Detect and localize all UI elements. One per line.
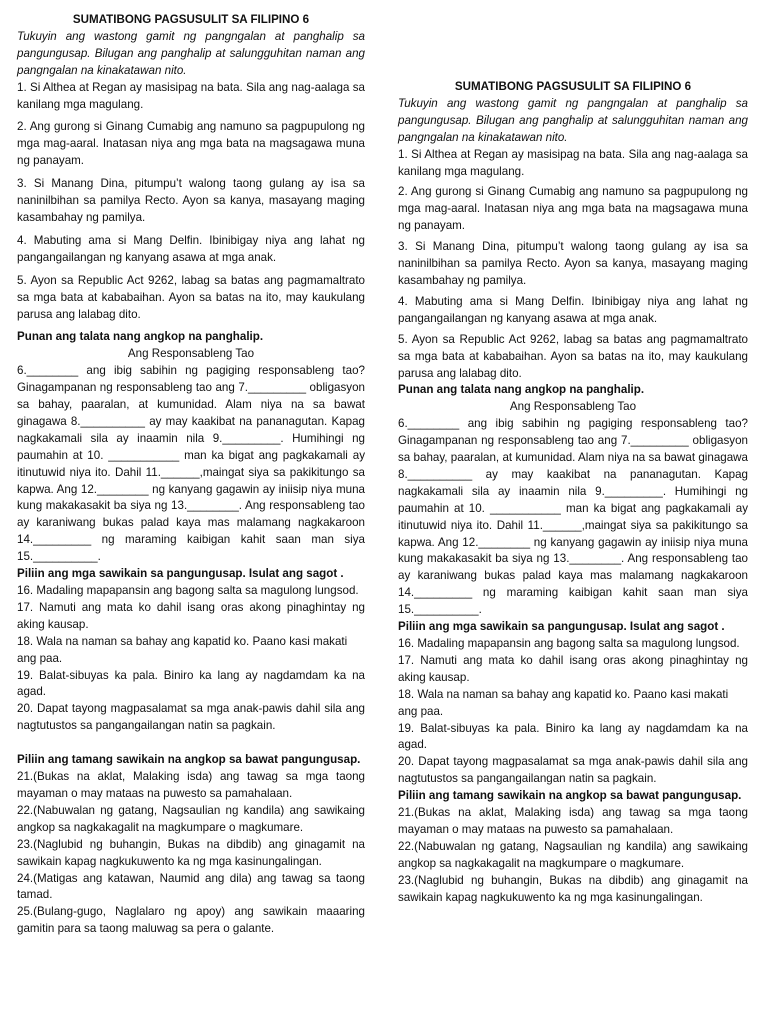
section-heading-fill-in: Punan ang talata nang angkop na panghalip. xyxy=(398,383,645,397)
question-20: 20. Dapat tayong magpasalamat sa mga anak-pawis dahil sila ang nagtutustos sa pangangailangan natin sa pagkain. xyxy=(398,755,748,786)
question-5: 5. Ayon sa Republic Act 9262, labag sa batas ang pagmamaltrato sa mga bata at kababaihan. Ayon sa batas na ito, may kaukulang parusa ang lalabag dito. xyxy=(17,273,365,321)
quiz-title: SUMATIBONG PAGSUSULIT SA FILIPINO 6 xyxy=(454,80,692,93)
spacer xyxy=(17,735,365,752)
question-23: 23.(Naglubid ng buhangin, Bukas na dibdib) ang ginagamit na sawikain kapag nagkukuwento ka ng mga kasinungalingan. xyxy=(398,873,748,904)
instructions: Tukuyin ang wastong gamit ng pangngalan at panghalip sa pangungusap. Bilugan ang panghalip at salungguhitan naman ang pangngalan na kinakatawan nito. xyxy=(17,29,365,77)
question-16: 16. Madaling mapapansin ang bagong salta sa magulong lungsod. xyxy=(398,637,740,650)
question-4: 4. Mabuting ama si Mang Delfin. Ibinibigay niya ang lahat ng pangangailangan ng kanyang asawa at mga anak. xyxy=(17,233,365,264)
question-1: 1. Si Althea at Regan ay masisipag na bata. Sila ang nag-aalaga sa kanilang mga magulang. xyxy=(398,147,748,178)
question-25: 25.(Bulang-gugo, Naglalaro ng apoy) ang sawikain maaaring gamitin para sa taong maluwag sa pera o galante. xyxy=(17,905,365,936)
section-heading-choose-idiom: Piliin ang tamang sawikain na angkop sa bawat pangungusap. xyxy=(398,789,742,803)
question-22: 22.(Nabuwalan ng gatang, Nagsaulian ng kandila) ang sawikaing angkop sa nagkakagalit na magkumpare o magkumare. xyxy=(17,803,365,834)
right-column xyxy=(398,79,748,907)
story-title: Ang Responsableng Tao xyxy=(127,347,255,361)
fill-in-paragraph: 6.________ ang ibig sabihin ng pagiging responsableng tao? Ginagampanan ng responsableng tao ang 7._________ obligasyon sa bahay, paaralan, at kumunidad. Alam niya na sa bawat ginagawa 8.__________ ay may kaakibat na pananagutan. Kapag nagkakamali sila ay inaamin nila 9._________. Humihingi ng paumahin at 10. ___________ man ka bigat ang pagkakamali ay itinutuwid niya ito. Dahil 11.______,maingat siya sa pakikitungo sa kapwa. Ang 12.________ ng kanyang gagawin ay iniisip niya muna kung makakasakit ba siya ng 13.________. Ang responsableng tao ay karaniwang bukas palad kaya mas malamang nagkakaroon 14._________ ng maraming kaibigan kahit saan man siya 15.__________. xyxy=(17,364,365,564)
question-21: 21.(Bukas na aklat, Malaking isda) ang tawag sa mga taong mayaman o may mataas na puwesto sa pamahalaan. xyxy=(17,770,365,800)
question-24: 24.(Matigas ang katawan, Naumid ang dila) ang tawag sa taong tamad. xyxy=(17,871,365,902)
question-23: 23.(Naglubid ng buhangin, Bukas na dibdib) ang ginagamit na sawikain kapag nagkukuwento ka ng mga kasinungalingan. xyxy=(17,837,365,868)
question-19: 19. Balat-sibuyas ka pala. Biniro ka lang ay nagdamdam ka na agad. xyxy=(17,668,365,699)
story-title: Ang Responsableng Tao xyxy=(509,400,637,414)
question-18: 18. Wala na naman sa bahay ang kapatid ko. Paano kasi makati xyxy=(17,634,348,648)
question-2: 2. Ang gurong si Ginang Cumabig ang namuno sa pagpupulong ng mga mag-aaral. Inatasan niya ang mga bata na magsagawa muna ng panayam. xyxy=(398,185,748,233)
question-18: 18. Wala na naman sa bahay ang kapatid ko. Paano kasi makati xyxy=(398,687,729,701)
question-22: 22.(Nabuwalan ng gatang, Nagsaulian ng kandila) ang sawikaing angkop sa nagkakagalit na magkumpare o magkumare. xyxy=(398,839,748,870)
section-heading-fill-in: Punan ang talata nang angkop na panghalip. xyxy=(17,330,264,344)
fill-in-paragraph: 6.________ ang ibig sabihin ng pagiging responsableng tao? Ginagampanan ng responsableng tao ang 7._________ obligasyon sa bahay, paaralan, at kumunidad. Alam niya na sa bawat ginagawa 8.__________ ay may kaakibat na pananagutan. Kapag nagkakamali sila ay inaamin nila 9._________. Humihingi ng paumahin at 10. ___________ man ka bigat ang pagkakamali ay itinutuwid niya ito. Dahil 11.______,maingat siya sa pakikitungo sa kapwa. Ang 12.________ ng kanyang gagawin ay iniisip niya muna kung makakasakit ba siya ng 13.________. Ang responsableng tao ay karaniwang bukas palad kaya mas malamang nagkakaroon 14._________ ng maraming kaibigan kahit saan man siya 15.__________. xyxy=(398,417,748,617)
question-3: 3. Si Manang Dina, pitumpu’t walong taong gulang ay isa sa naninilbihan sa pamilya Recto. Ayon sa kanya, masayang maging kasambahay ng pamilya. xyxy=(17,177,365,224)
question-16: 16. Madaling mapapansin ang bagong salta sa magulong lungsod. xyxy=(17,584,359,597)
section-heading-choose-idiom: Piliin ang tamang sawikain na angkop sa bawat pangungusap. xyxy=(17,753,361,767)
question-17: 17. Namuti ang mata ko dahil isang oras akong pinaghintay ng aking kausap. xyxy=(398,653,748,684)
question-21: 21.(Bukas na aklat, Malaking isda) ang tawag sa mga taong mayaman o may mataas na puwesto sa pamahalaan. xyxy=(398,806,748,836)
question-19: 19. Balat-sibuyas ka pala. Biniro ka lang ay nagdamdam ka na agad. xyxy=(398,721,748,752)
question-17: 17. Namuti ang mata ko dahil isang oras akong pinaghintay ng aking kausap. xyxy=(17,600,365,631)
left-column xyxy=(17,12,365,938)
question-18-continued: ang paa. xyxy=(17,651,63,665)
section-heading-idioms: Piliin ang mga sawikain sa pangungusap. Isulat ang sagot . xyxy=(398,620,725,634)
question-4: 4. Mabuting ama si Mang Delfin. Ibinibigay niya ang lahat ng pangangailangan ng kanyang asawa at mga anak. xyxy=(398,294,748,325)
question-3: 3. Si Manang Dina, pitumpu’t walong taong gulang ay isa sa naninilbihan sa pamilya Recto. Ayon sa kanya, masayang maging kasambahay ng pamilya. xyxy=(398,240,748,287)
question-2: 2. Ang gurong si Ginang Cumabig ang namuno sa pagpupulong ng mga mag-aaral. Inatasan niya ang mga bata na magsagawa muna ng panayam. xyxy=(17,120,365,168)
question-5: 5. Ayon sa Republic Act 9262, labag sa batas ang pagmamaltrato sa mga bata at kababaihan. Ayon sa batas na ito, may kaukulang parusa ang lalabag dito. xyxy=(398,332,748,380)
quiz-title: SUMATIBONG PAGSUSULIT SA FILIPINO 6 xyxy=(72,13,310,26)
question-1: 1. Si Althea at Regan ay masisipag na bata. Sila ang nag-aalaga sa kanilang mga magulang. xyxy=(17,80,365,111)
section-heading-idioms: Piliin ang mga sawikain sa pangungusap. Isulat ang sagot . xyxy=(17,567,344,581)
instructions: Tukuyin ang wastong gamit ng pangngalan at panghalip sa pangungusap. Bilugan ang panghalip at salungguhitan naman ang pangngalan na kinakatawan nito. xyxy=(398,96,748,144)
question-18-continued: ang paa. xyxy=(398,704,444,718)
question-20: 20. Dapat tayong magpasalamat sa mga anak-pawis dahil sila ang nagtutustos sa pangangailangan natin sa pagkain. xyxy=(17,702,365,733)
